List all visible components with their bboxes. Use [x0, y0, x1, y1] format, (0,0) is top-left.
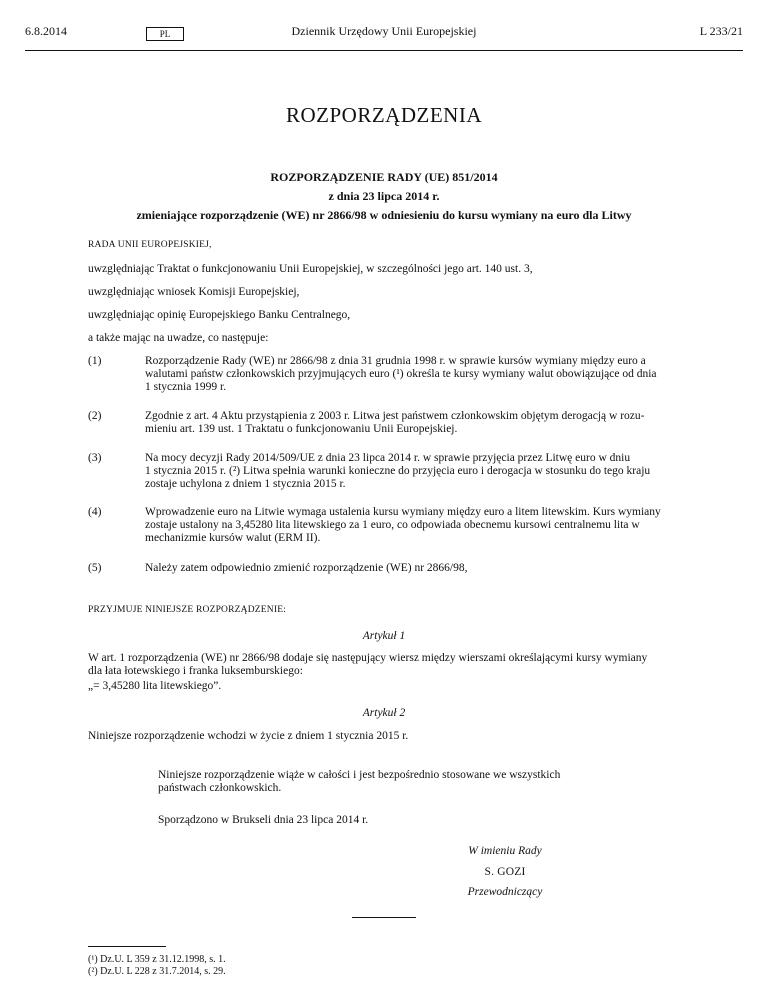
publication-date: 6.8.2014: [25, 24, 67, 38]
citation-commission: uwzględniając wniosek Komisji Europejskiej,: [88, 286, 300, 298]
signatory-name: S. GOZI: [484, 866, 526, 878]
article-2-text: Niniejsze rozporządzenie wchodzi w życie z dniem 1 stycznia 2015 r.: [88, 730, 409, 742]
page-reference: L 233/21: [699, 24, 743, 38]
recital-number: (4): [88, 506, 102, 518]
footnote: (¹) Dz.U. L 359 z 31.12.1998, s. 1.: [88, 954, 226, 965]
recital-number: (5): [88, 562, 102, 574]
recital-number: (2): [88, 410, 102, 422]
language-badge: PL: [146, 27, 184, 41]
whereas-intro: a także mając na uwadze, co następuje:: [88, 332, 269, 344]
journal-name: Dziennik Urzędowy Unii Europejskiej: [291, 24, 477, 38]
binding-clause: Niniejsze rozporządzenie wiąże w całości i jest bezpośrednio stosowane we wszystkich państwach członkowskich.: [158, 769, 561, 794]
recital-number: (1): [88, 355, 102, 367]
signatory-role: Przewodniczący: [467, 886, 543, 898]
article-1-text: W art. 1 rozporządzenia (WE) nr 2866/98 dodaje się następujący wiersz między wierszami określającymi kursy wymiany dla łata łotewskiego i franka luksemburskiego:: [88, 652, 648, 677]
article-1-amendment: „= 3,45280 lita litewskiego”.: [88, 680, 222, 692]
citation-ecb: uwzględniając opinię Europejskiego Banku Centralnego,: [88, 309, 351, 321]
done-at: Sporządzono w Brukseli dnia 23 lipca 2014 r.: [158, 814, 369, 826]
recital-number: (3): [88, 452, 102, 464]
recital-text: Zgodnie z art. 4 Aktu przystąpienia z 2003 r. Litwa jest państwem członkowskim objętym derogacją w rozu- mieniu art. 139 ust. 1 Traktatu o funkcjonowaniu Unii Europejskiej.: [145, 410, 645, 435]
article-2-heading: Artykuł 2: [362, 707, 406, 719]
council-heading: RADA UNII EUROPEJSKIEJ,: [88, 240, 212, 250]
section-title: ROZPORZĄDZENIA: [286, 103, 482, 127]
citation-treaty: uwzględniając Traktat o funkcjonowaniu Unii Europejskiej, w szczególności jego art. 140 ust. 3,: [88, 263, 533, 275]
regulation-title: ROZPORZĄDZENIE RADY (UE) 851/2014: [270, 170, 498, 184]
regulation-subject: zmieniające rozporządzenie (WE) nr 2866/98 w odniesieniu do kursu wymiany na euro dla Litwy: [136, 208, 632, 222]
footnote: (²) Dz.U. L 228 z 31.7.2014, s. 29.: [88, 966, 226, 977]
regulation-date: z dnia 23 lipca 2014 r.: [328, 189, 440, 203]
signature-for: W imieniu Rady: [468, 845, 542, 857]
end-rule: [352, 917, 416, 918]
recital-text: Wprowadzenie euro na Litwie wymaga ustalenia kursu wymiany między euro a litem litewskim. Kurs wymiany zostaje ustalony na 3,45280 lita litewskiego za 1 euro, co odpowiada obecnemu kursowi centralnemu lita w mechanizmie kursów walut (ERM II).: [145, 506, 661, 544]
enacting-formula: PRZYJMUJE NINIEJSZE ROZPORZĄDZENIE:: [88, 605, 287, 615]
recital-text: Na mocy decyzji Rady 2014/509/UE z dnia 23 lipca 2014 r. w sprawie przyjęcia przez Litwę euro w dniu 1 stycznia 2015 r. (²) Litwa spełnia warunki konieczne do przyjęcia euro i derogacja w stosunku do tego kraju zostaje uchylona z dniem 1 stycznia 2015 r.: [145, 452, 651, 490]
article-1-heading: Artykuł 1: [362, 630, 406, 642]
header-rule: [25, 50, 743, 51]
footnote-rule: [88, 946, 166, 947]
recital-text: Rozporządzenie Rady (WE) nr 2866/98 z dnia 31 grudnia 1998 r. w sprawie kursów wymiany między euro a walutami państw członkowskich przyjmujących euro (¹) określa te kursy wymiany walut obowiązujące od dnia 1 stycznia 1999 r.: [145, 355, 657, 393]
recital-text: Należy zatem odpowiednio zmienić rozporządzenie (WE) nr 2866/98,: [145, 562, 468, 574]
